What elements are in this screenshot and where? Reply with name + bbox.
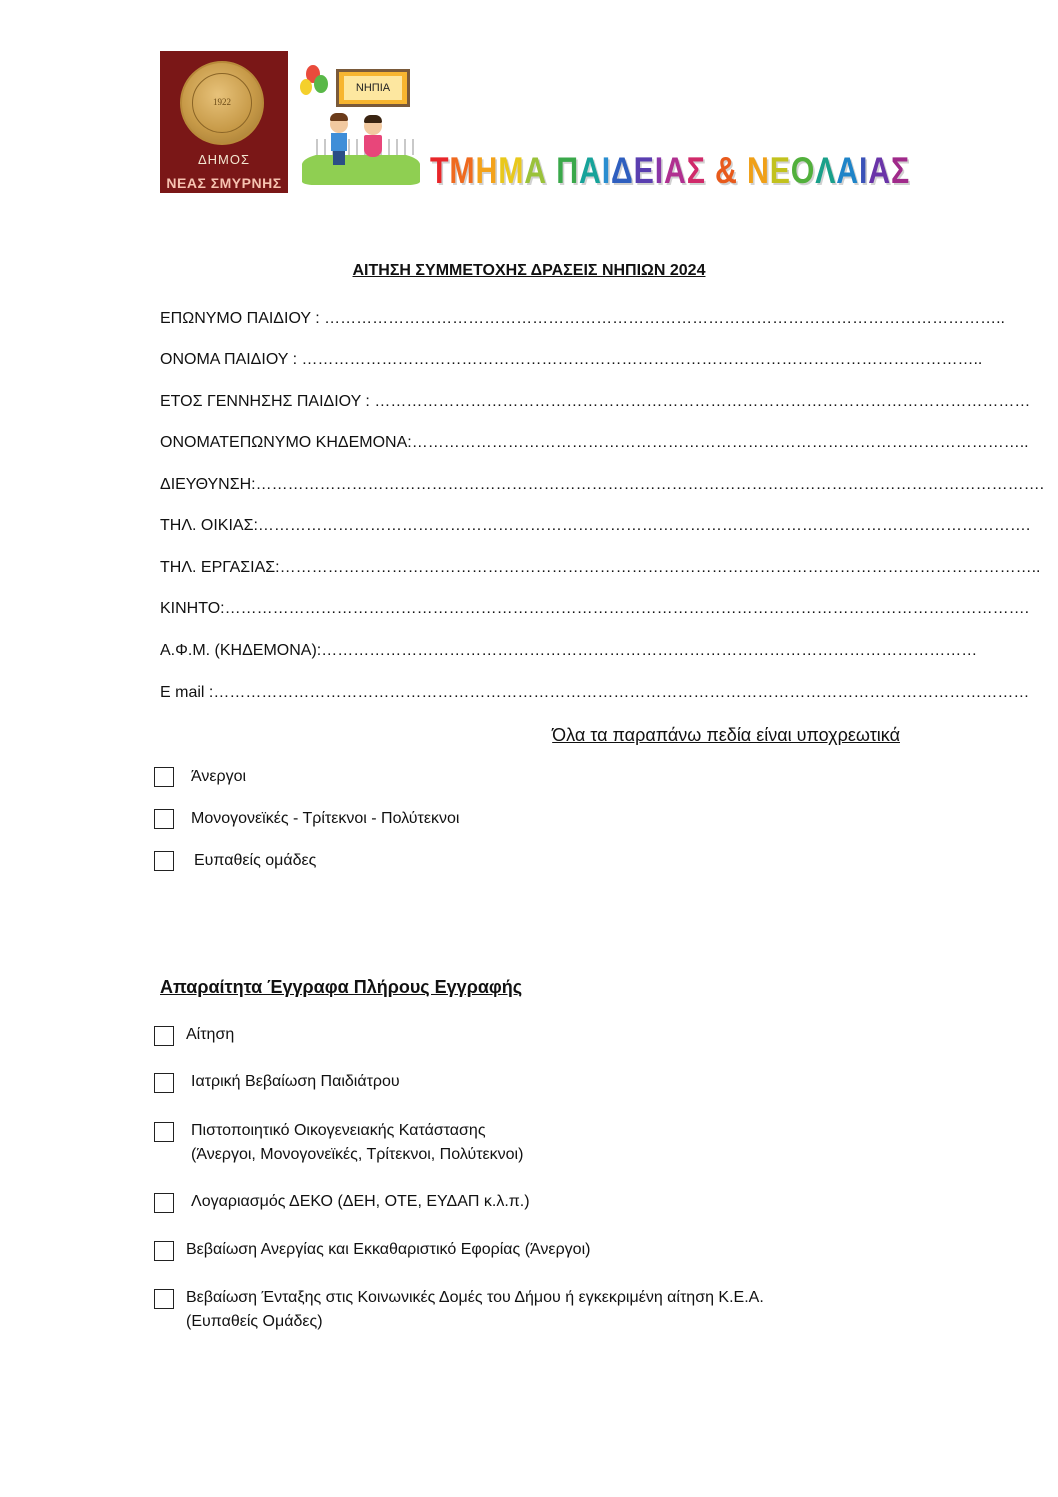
form-field-input-line[interactable]: ……………………………………………………………………………………………………………………………………. <box>224 600 1030 617</box>
form-field-label: ΕΠΩΝΥΜΟ ΠΑΙΔΙΟΥ : <box>160 310 325 327</box>
form-field-row <box>160 684 1030 702</box>
document-label-detail: (Άνεργοι, Μονογονεϊκές, Τρίτεκνοι, Πολύτεκνοι) <box>191 1146 524 1163</box>
form-field-label: ΕΤΟΣ ΓΕΝΝΗΣΗΣ ΠΑΙΔΙΟΥ : <box>160 393 375 410</box>
form-title: ΑΙΤΗΣΗ ΣΥΜΜΕΤΟΧΗΣ ΔΡΑΣΕΙΣ ΝΗΠΙΩΝ 2024 <box>352 262 706 279</box>
document-label: Ιατρική Βεβαίωση Παιδιάτρου <box>191 1073 400 1090</box>
municipality-logo <box>160 51 288 193</box>
form-field-row <box>160 559 1041 577</box>
document-label: Βεβαίωση Ένταξης στις Κοινωνικές Δομές του Δήμου ή εγκεκριμένη αίτηση Κ.Ε.Α. <box>186 1289 764 1306</box>
nipia-sign <box>336 69 410 107</box>
department-title-letter: Ε <box>633 150 655 191</box>
department-title-letter: Τ <box>430 150 450 191</box>
department-title-letter: Α <box>663 150 687 191</box>
form-field-label: Α.Φ.Μ. (ΚΗΔΕΜΟΝΑ): <box>160 642 322 659</box>
form-field-input-line[interactable]: …………………………………………………………………………………………………………………………………. <box>255 476 1045 493</box>
form-field-label: ΟΝΟΜΑΤΕΠΩΝΥΜΟ ΚΗΔΕΜΟΝΑ: <box>160 434 412 451</box>
form-field-input-line[interactable]: …………………………………………………………………………………………………………… <box>374 393 1031 410</box>
department-title-letter: Ο <box>790 150 816 191</box>
document-label: Βεβαίωση Ανεργίας και Εκκαθαριστικό Εφορίας (Άνεργοι) <box>186 1241 591 1258</box>
department-title <box>430 150 910 190</box>
form-field-input-line[interactable]: ……………………………………………………………………………………………………………….. <box>324 310 1005 327</box>
department-title-letter: Π <box>556 150 580 191</box>
category-label: Ευπαθείς ομάδες <box>194 852 317 869</box>
form-field-row <box>160 351 983 369</box>
department-title-letter <box>738 150 747 192</box>
department-title-letter: Ι <box>601 150 612 191</box>
department-title-letter: Α <box>524 150 548 191</box>
balloon-icon <box>300 79 312 95</box>
form-field-input-line[interactable]: ……………………………………………………………………………………………………………………………………… <box>213 684 1030 701</box>
required-fields-note: Όλα τα παραπάνω πεδία είναι υποχρεωτικά <box>552 725 900 745</box>
form-field-row <box>160 600 1030 618</box>
document-checkbox[interactable] <box>154 1241 174 1261</box>
form-field-label: ΔΙΕΥΘΥΝΣΗ: <box>160 476 256 493</box>
form-field-row <box>160 642 978 660</box>
documents-title: Απαραίτητα Έγγραφα Πλήρους Εγγραφής <box>160 977 523 997</box>
nipia-sign-label: ΝΗΠΙΑ <box>344 76 402 100</box>
form-field-input-line[interactable]: …………………………………………………………………………………………………………… <box>321 642 978 659</box>
form-field-row <box>160 310 1005 328</box>
seal-year: 1922 <box>213 97 231 107</box>
category-checkbox[interactable] <box>154 851 174 871</box>
document-checkbox[interactable] <box>154 1073 174 1093</box>
form-field-label: E mail : <box>160 684 214 701</box>
category-label: Άνεργοι <box>191 768 247 785</box>
department-title-letter: & <box>715 150 738 191</box>
form-field-row <box>160 434 1029 452</box>
municipality-line1: ΔΗΜΟΣ <box>197 152 251 167</box>
form-field-input-line[interactable]: ……………………………………………………………………………………………………………….. <box>301 351 983 368</box>
form-field-input-line[interactable]: …………………………………………………………………………………………………….. <box>411 434 1029 451</box>
department-title-letter: Λ <box>815 150 837 191</box>
department-title-letter: Α <box>868 150 892 191</box>
category-checkbox[interactable] <box>154 809 174 829</box>
form-field-row <box>160 393 1031 411</box>
department-title-letter: Δ <box>611 150 634 191</box>
nipia-illustration <box>298 59 422 187</box>
department-title-letter: Σ <box>686 150 706 191</box>
municipality-line2: ΝΕΑΣ ΣΜΥΡΝΗΣ <box>166 175 282 191</box>
document-label: Πιστοποιητικό Οικογενειακής Κατάστασης <box>191 1122 486 1139</box>
document-checkbox[interactable] <box>154 1289 174 1309</box>
department-title-letter: Μ <box>449 150 476 191</box>
department-title-letter <box>547 150 556 192</box>
document-label-detail: (Ευπαθείς Ομάδες) <box>186 1313 323 1330</box>
form-field-label: ΤΗΛ. ΕΡΓΑΣΙΑΣ: <box>160 559 280 576</box>
grass <box>302 151 420 185</box>
municipality-seal <box>180 61 264 145</box>
department-title-letter <box>706 150 715 192</box>
department-title-letter: Ι <box>859 150 869 191</box>
department-title-letter: Η <box>475 150 499 191</box>
form-field-input-line[interactable]: ………………………………………………………………………………………………………………………………. <box>257 517 1031 534</box>
document-label: Αίτηση <box>186 1026 235 1043</box>
form-field-label: ΤΗΛ. ΟΙΚΙΑΣ: <box>160 517 258 534</box>
document-checkbox[interactable] <box>154 1122 174 1142</box>
department-title-letter: Α <box>836 150 860 191</box>
department-title-letter: Σ <box>891 150 911 191</box>
boy-figure <box>328 115 350 165</box>
form-field-row <box>160 476 1045 494</box>
document-checkbox[interactable] <box>154 1026 174 1046</box>
category-checkbox[interactable] <box>154 767 174 787</box>
balloon-icon <box>314 75 328 93</box>
department-title-letter: Μ <box>498 150 525 191</box>
form-field-label: ΟΝΟΜΑ ΠΑΙΔΙΟΥ : <box>160 351 302 368</box>
document-checkbox[interactable] <box>154 1193 174 1213</box>
department-title-letter: Α <box>579 150 602 191</box>
category-label: Μονογονεϊκές - Τρίτεκνοι - Πολύτεκνοι <box>191 810 460 827</box>
form-field-label: ΚΙΝΗΤΟ: <box>160 600 225 617</box>
form-field-row <box>160 517 1031 535</box>
department-title-letter: Ν <box>746 150 770 191</box>
girl-figure <box>362 117 384 165</box>
form-field-input-line[interactable]: …………………………………………………………………………………………………………………………….. <box>279 559 1041 576</box>
department-title-letter: Ι <box>654 150 664 191</box>
department-title-letter: Ε <box>769 150 791 191</box>
document-label: Λογαριασμός ΔΕΚΟ (ΔΕΗ, ΟΤΕ, ΕΥΔΑΠ κ.λ.π.) <box>191 1193 530 1210</box>
